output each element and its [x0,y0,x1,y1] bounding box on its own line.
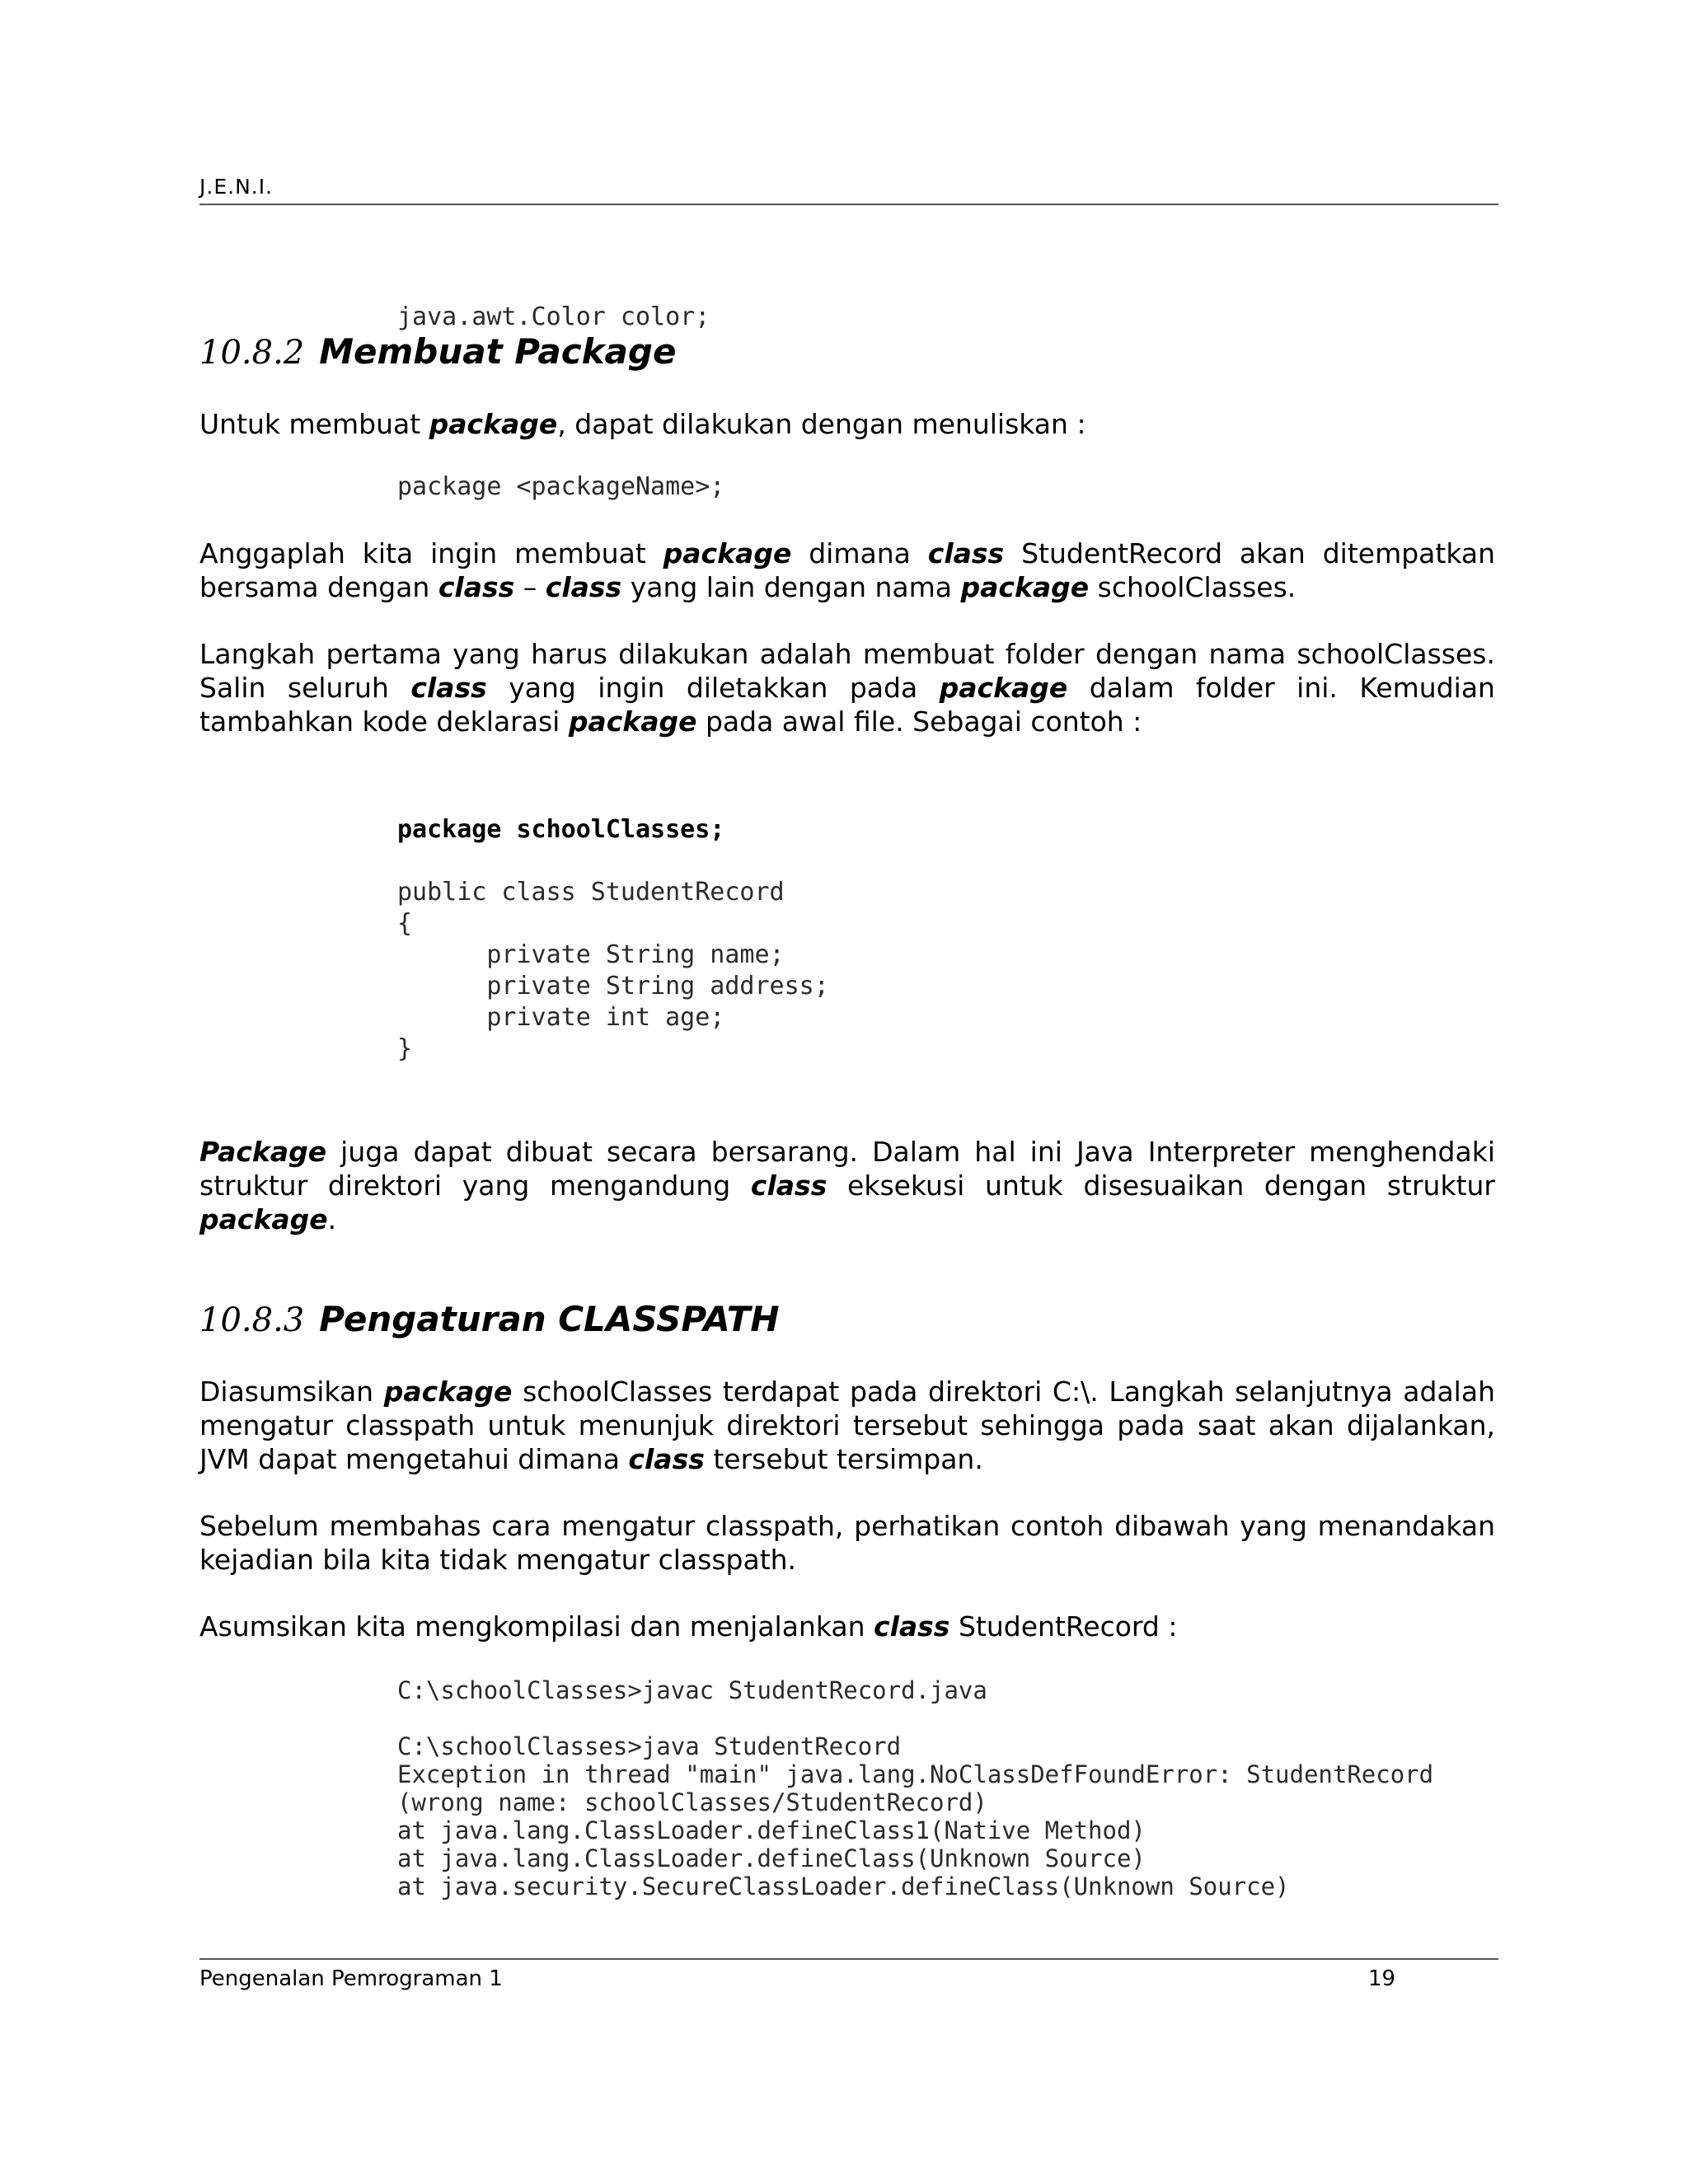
footer-rule [199,1958,1498,1960]
section-number: 10.8.3 [199,1301,305,1339]
paragraph-studentrecord: Anggaplah kita ingin membuat package dimana class StudentRecord akan ditempatkan bersama dengan class – class yang lain dengan nama package schoolClasses. [199,537,1496,603]
section-title: Membuat Package [319,331,677,372]
section-number: 10.8.2 [199,334,305,372]
code-java-error-output: C:\schoolClasses>java StudentRecord Exception in thread "main" java.lang.NoClassDefFoundError: StudentRecord (wrong name: schoolClasses/StudentRecord) at java.lang.ClassLoader.defineClass1(Native Method) at java.lang.ClassLoader.defineClass(Unknown Source) at java.security.SecureClassLoader.defineClass(Unknown Source) [397,1732,1434,1900]
code-line-top: java.awt.Color color; [397,302,710,331]
code-class-body: public class StudentRecord { private String name; private String address; private int age; } [397,878,829,1063]
page-number: 19 [1368,1966,1396,1991]
code-javac-command: C:\schoolClasses>javac StudentRecord.java [397,1676,987,1704]
paragraph-intro: Untuk membuat package, dapat dilakukan dengan menuliskan : [199,408,1086,440]
running-header: J.E.N.I. [199,175,274,199]
paragraph-compile-run: Asumsikan kita mengkompilasi dan menjalankan class StudentRecord : [199,1610,1178,1643]
paragraph-assume-directory: Diasumsikan package schoolClasses terdapat pada direktori C:\. Langkah selanjutnya adalah mengatur classpath untuk menunjuk direktori tersebut sehingga pada saat akan dijalankan, JVM dapat mengetahui dimana class tersebut tersimpan. [199,1376,1495,1475]
paragraph-before-classpath: Sebelum membahas cara mengatur classpath, perhatikan contoh dibawah yang menandakan kejadian bila kita tidak mengatur classpath. [199,1510,1495,1576]
paragraph-nested-package: Package juga dapat dibuat secara bersarang. Dalam hal ini Java Interpreter menghendaki struktur direktori yang mengandung class eksekusi untuk disesuaikan dengan struktur package. [199,1136,1495,1235]
paragraph-steps: Langkah pertama yang harus dilakukan adalah membuat folder dengan nama schoolClasses. Salin seluruh class yang ingin diletakkan pada package dalam folder ini. Kemudian tambahkan kode deklarasi package pada awal file. Sebagai contoh : [199,638,1495,738]
section-heading-membuat-package [199,331,676,372]
section-title: Pengaturan CLASSPATH [319,1299,780,1339]
code-package-syntax: package <packageName>; [397,472,725,501]
section-heading-classpath [199,1299,780,1339]
header-rule [199,204,1498,205]
footer-book-title: Pengenalan Pemrograman 1 [199,1966,503,1991]
code-package-declaration: package schoolClasses; [397,815,725,844]
